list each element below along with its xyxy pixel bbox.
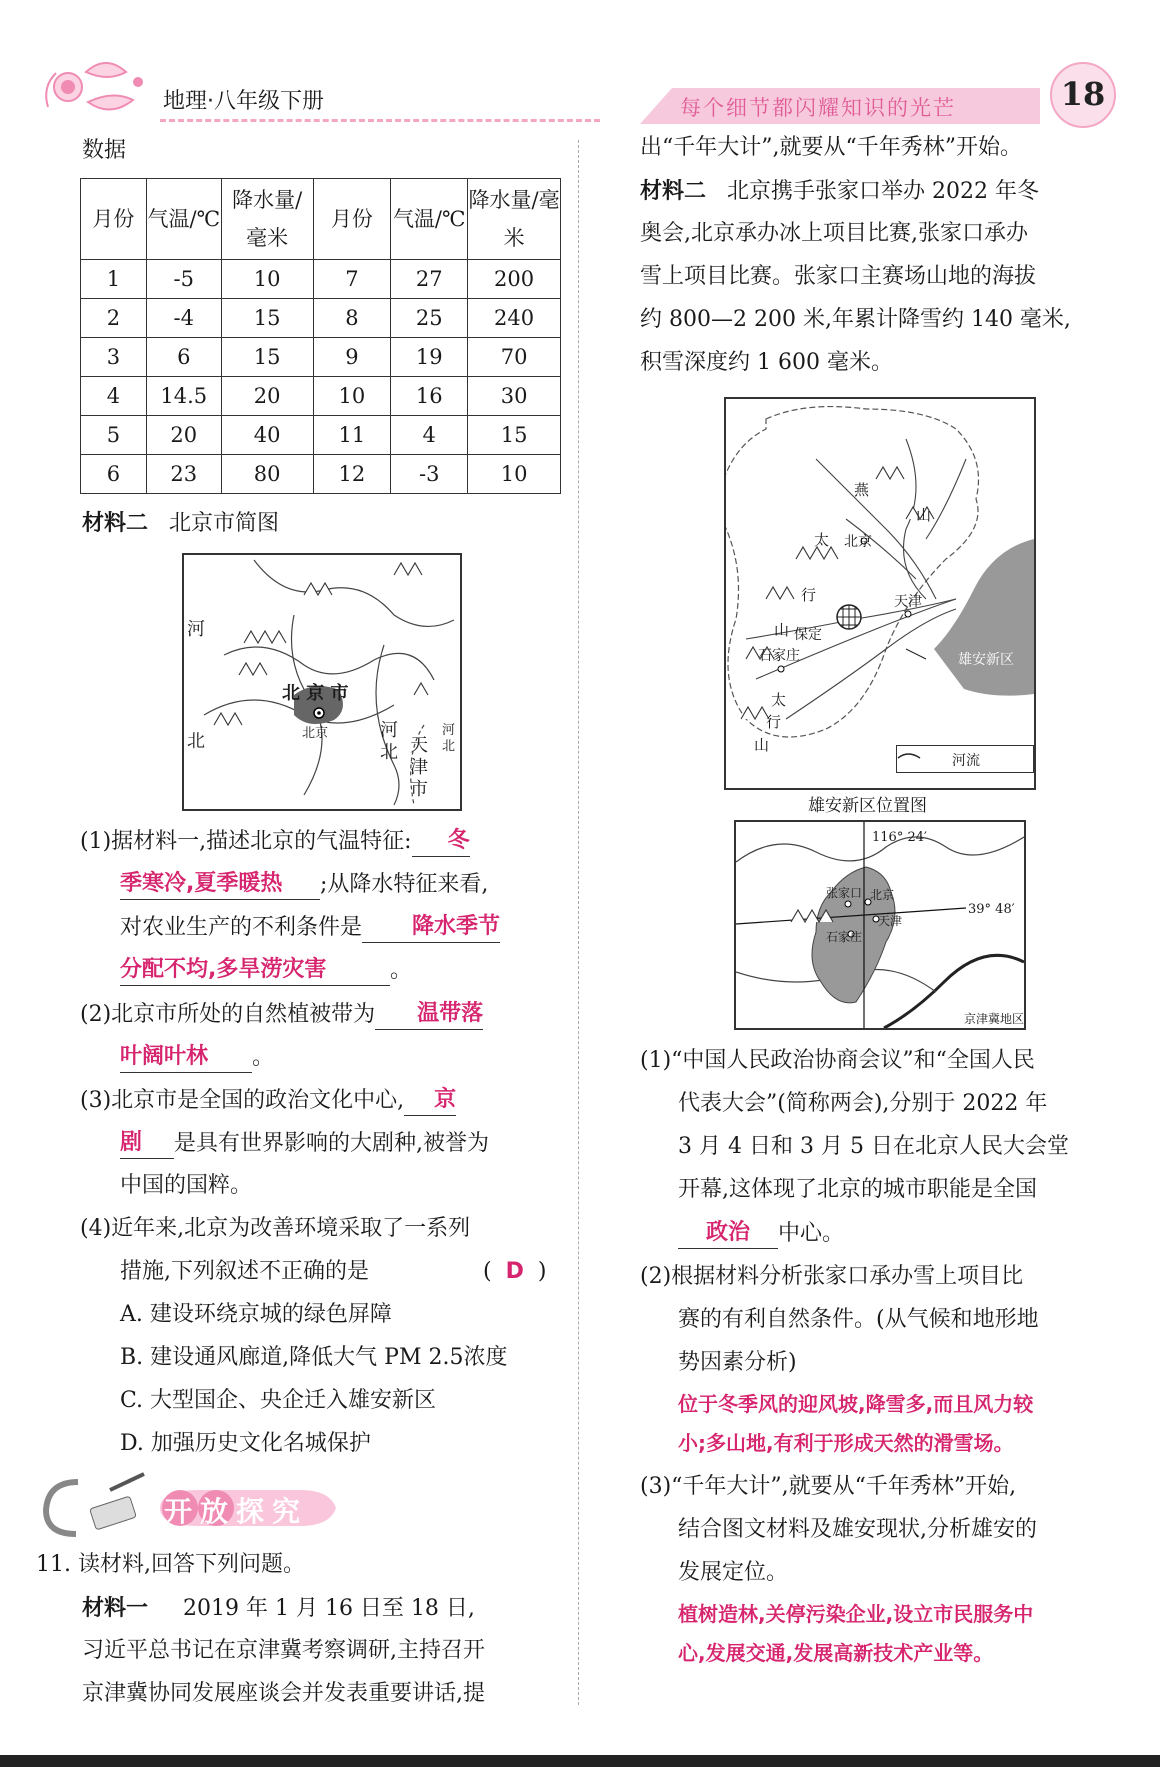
table-cell: 3 xyxy=(81,338,147,377)
map-label: 天津市 xyxy=(410,735,428,800)
q3-line1 xyxy=(80,1085,456,1116)
table-row xyxy=(81,416,561,455)
material2-text: 奥会,北京承办冰上项目比赛,张家口承办 xyxy=(640,221,1028,246)
table-cell: 4 xyxy=(81,377,147,416)
q1-text: 。 xyxy=(390,958,413,983)
q4-option-b[interactable]: B. 建设通风廊道,降低大气 PM 2.5浓度 xyxy=(120,1345,508,1370)
answer-blank[interactable] xyxy=(120,1042,252,1073)
map-label: 太 xyxy=(771,691,787,709)
table-row xyxy=(81,299,561,338)
r-q2-line1 xyxy=(640,1262,1023,1292)
q1-number: (1) xyxy=(80,829,112,854)
map-label: 河北 xyxy=(442,723,456,754)
r-q3-answer: 植树造林,关停污染企业,设立市民服务中 xyxy=(678,1602,1034,1626)
r-q2-text: 势因素分析) xyxy=(678,1350,797,1375)
table-cell: 10 xyxy=(313,377,391,416)
q1-line4 xyxy=(120,955,412,986)
section-title: 开放探究 xyxy=(164,1495,309,1528)
q2-text: 。 xyxy=(252,1045,275,1070)
data-label: 数据 xyxy=(82,138,127,163)
table-header: 降水量/毫米 xyxy=(221,179,313,260)
q1-answer-part: 分配不均,多旱涝灾害 xyxy=(120,957,327,982)
map-label: 河北 xyxy=(380,720,398,763)
map-label: 北京 xyxy=(870,888,895,902)
table-cell: 25 xyxy=(391,299,468,338)
table-cell: 10 xyxy=(221,260,313,299)
table-header: 降水量/毫米 xyxy=(468,179,561,260)
beijing-map xyxy=(182,553,462,811)
map-label: 保定 xyxy=(794,627,822,643)
r-q1-answer: 政治 xyxy=(705,1220,750,1245)
q1-text: 据材料一,描述北京的气温特征: xyxy=(111,829,412,854)
answer-blank[interactable] xyxy=(412,826,470,857)
table-header-row xyxy=(81,179,561,260)
table-cell: 70 xyxy=(468,338,561,377)
q1-text: 对农业生产的不利条件是 xyxy=(120,915,363,940)
r-q1-line5 xyxy=(678,1218,844,1249)
material1-line3: 京津冀协同发展座谈会并发表重要讲话,提 xyxy=(82,1681,485,1706)
table-cell: 5 xyxy=(81,416,147,455)
q2-line2 xyxy=(120,1042,274,1073)
material1-line1 xyxy=(82,1593,475,1624)
r-q3-line1 xyxy=(640,1472,1016,1502)
r-q3-number: (3) xyxy=(640,1474,672,1499)
map-label: 行 xyxy=(801,586,817,604)
map-label: 石家庄 xyxy=(758,648,800,664)
jingjinji-map xyxy=(734,820,1026,1030)
table-cell: 20 xyxy=(221,377,313,416)
table-cell: 200 xyxy=(468,260,561,299)
map-label: 行 xyxy=(766,713,782,731)
table-row xyxy=(81,338,561,377)
map-label: 北 xyxy=(187,731,205,752)
r-q3-text: 发展定位。 xyxy=(678,1560,789,1585)
map-label: 张家口 xyxy=(826,886,863,900)
answer-blank[interactable] xyxy=(120,869,320,900)
r-q3-text: “千年大计”,就要从“千年秀林”开始, xyxy=(671,1474,1017,1499)
table-cell: 12 xyxy=(313,455,391,494)
r-q2-number: (2) xyxy=(640,1264,672,1289)
table-cell: 240 xyxy=(468,299,561,338)
q4-text: 近年来,北京为改善环境采取了一系列 xyxy=(111,1216,471,1241)
table-cell: 40 xyxy=(221,416,313,455)
q2-number: (2) xyxy=(80,1002,112,1027)
r-q3-text: 结合图文材料及雄安现状,分析雄安的 xyxy=(678,1517,1037,1542)
answer-blank[interactable] xyxy=(120,955,390,986)
table-cell: 15 xyxy=(221,338,313,377)
material2-label: 材料二 xyxy=(82,510,149,536)
map-label: 燕 xyxy=(854,481,870,499)
q3-answer-part: 京 xyxy=(434,1087,457,1112)
q4-line2: 措施,下列叙述不正确的是 xyxy=(120,1259,369,1284)
table-cell: 15 xyxy=(468,416,561,455)
map-label: 雄安新区 xyxy=(958,652,1014,668)
table-cell: 10 xyxy=(468,455,561,494)
header-title: 地理·八年级下册 xyxy=(163,89,324,114)
answer-blank[interactable] xyxy=(120,1128,174,1159)
table-header: 月份 xyxy=(313,179,391,260)
pen-notebook-icon xyxy=(40,1470,150,1540)
answer-blank[interactable] xyxy=(404,1085,456,1116)
table-cell: 30 xyxy=(468,377,561,416)
q2-line1 xyxy=(80,999,483,1030)
table-cell: 11 xyxy=(313,416,391,455)
r-q2-text: 根据材料分析张家口承办雪上项目比 xyxy=(671,1264,1024,1289)
map-label: 山 xyxy=(774,621,790,639)
table-cell: 14.5 xyxy=(146,377,221,416)
map-label: 天津 xyxy=(894,594,922,610)
r-q1-text: 中心。 xyxy=(778,1221,845,1246)
q1-line2 xyxy=(120,869,488,900)
map-caption: 雄安新区位置图 xyxy=(808,796,927,816)
table-cell: 19 xyxy=(391,338,468,377)
r-q1-text: 3 月 4 日和 3 月 5 日在北京人民大会堂 xyxy=(678,1134,1069,1159)
q3-text: 北京市是全国的政治文化中心, xyxy=(111,1088,405,1113)
map-label: 石家庄 xyxy=(826,930,863,944)
section-badge xyxy=(152,1488,342,1528)
table-cell: 7 xyxy=(313,260,391,299)
map-label: 北 京 市 xyxy=(282,683,349,704)
material2-text: 约 800—2 200 米,年累计降雪约 140 毫米, xyxy=(640,307,1071,332)
q1-answer-part: 降水季节 xyxy=(412,914,501,939)
header-divider xyxy=(160,119,600,122)
q11-title: 11. 读材料,回答下列问题。 xyxy=(36,1552,305,1577)
q2-answer-part: 叶阔叶林 xyxy=(120,1044,209,1069)
material1-label: 材料一 xyxy=(82,1595,149,1621)
table-row xyxy=(81,455,561,494)
r-q1-line1 xyxy=(640,1046,1035,1076)
legend-label: 河流 xyxy=(952,753,980,769)
map-label: 北京 xyxy=(302,726,329,741)
r-q2-answer: 小;多山地,有利于形成天然的滑雪场。 xyxy=(678,1431,1014,1455)
q1-line1 xyxy=(80,826,470,857)
r-q3-answer: 心,发展交通,发展高新技术产业等。 xyxy=(678,1641,994,1665)
flower-decoration xyxy=(38,52,158,122)
r-q2-text: 赛的有利自然条件。(从气候和地形地 xyxy=(678,1307,1039,1332)
r-q1-text: 代表大会”(简称两会),分别于 2022 年 xyxy=(678,1091,1048,1116)
q3-number: (3) xyxy=(80,1088,112,1113)
material2-text: 雪上项目比赛。张家口主赛场山地的海拔 xyxy=(640,264,1037,289)
q1-line3 xyxy=(120,912,500,943)
material2-heading xyxy=(82,508,279,539)
table-cell: 20 xyxy=(146,416,221,455)
material2-text: 积雪深度约 1 600 毫米。 xyxy=(640,350,893,375)
q3-line2 xyxy=(120,1128,489,1159)
map-label: 河 xyxy=(187,619,205,640)
q4-option-d[interactable]: D. 加强历史文化名城保护 xyxy=(120,1431,371,1456)
r-q1-text: 开幕,这体现了北京的城市职能是全国 xyxy=(678,1177,1037,1202)
material2-text: 北京携手张家口举办 2022 年冬 xyxy=(727,179,1039,204)
header-slogan: 每个细节都闪耀知识的光芒 xyxy=(680,96,956,120)
table-cell: 8 xyxy=(313,299,391,338)
r-q2-answer: 位于冬季风的迎风坡,降雪多,而且风力较 xyxy=(678,1392,1034,1416)
map-legend xyxy=(896,745,1034,773)
q2-text: 北京市所处的自然植被带为 xyxy=(111,1002,376,1027)
answer-blank[interactable] xyxy=(375,999,483,1030)
table-cell: -4 xyxy=(146,299,221,338)
q4-option-c[interactable]: C. 大型国企、央企迁入雄安新区 xyxy=(120,1388,437,1413)
material2-label: 材料二 xyxy=(640,178,707,204)
climate-table xyxy=(80,178,561,494)
table-cell: 15 xyxy=(221,299,313,338)
table-cell: 23 xyxy=(146,455,221,494)
table-cell: -5 xyxy=(146,260,221,299)
table-header: 气温/℃ xyxy=(391,179,468,260)
table-cell: 2 xyxy=(81,299,147,338)
answer-blank[interactable] xyxy=(678,1218,778,1249)
table-cell: 80 xyxy=(221,455,313,494)
table-row xyxy=(81,377,561,416)
table-cell: -3 xyxy=(391,455,468,494)
map-label: 北京 xyxy=(844,534,872,550)
q2-answer-part: 温带落 xyxy=(417,1001,484,1026)
material2-title: 北京市简图 xyxy=(169,511,280,536)
material1-line2: 习近平总书记在京津冀考察调研,主持召开 xyxy=(82,1638,485,1663)
right-material2-line1 xyxy=(640,176,1039,207)
q3-answer-part: 剧 xyxy=(120,1130,143,1155)
map-label: 太 xyxy=(814,531,830,549)
bottom-bar xyxy=(0,1755,1160,1767)
map-label: 山 xyxy=(754,736,770,754)
table-cell: 4 xyxy=(391,416,468,455)
map-label: 京津冀地区 xyxy=(964,1012,1025,1026)
q3-line3: 中国的国粹。 xyxy=(120,1173,253,1198)
table-cell: 6 xyxy=(146,338,221,377)
q4-number: (4) xyxy=(80,1216,112,1241)
q1-answer-part: 季寒冷,夏季暖热 xyxy=(120,871,283,896)
longitude-label: 116° 24′ xyxy=(872,830,927,845)
table-cell: 16 xyxy=(391,377,468,416)
map-label: 山 xyxy=(916,506,932,524)
q3-text: 是具有世界影响的大剧种,被誉为 xyxy=(174,1131,489,1156)
answer-blank[interactable] xyxy=(362,912,500,943)
q4-answer-bracket: ( D ) xyxy=(483,1259,547,1284)
xiongan-map xyxy=(724,397,1036,790)
table-cell: 27 xyxy=(391,260,468,299)
q1-answer-part: 冬 xyxy=(447,828,470,853)
r-q1-text: “中国人民政治协商会议”和“全国人民 xyxy=(671,1048,1035,1073)
latitude-label: 39° 48′ xyxy=(968,902,1015,917)
table-row xyxy=(81,260,561,299)
table-header: 气温/℃ xyxy=(146,179,221,260)
map-label: 天津 xyxy=(878,914,903,928)
q4-line1 xyxy=(80,1214,470,1244)
table-cell: 6 xyxy=(81,455,147,494)
r-q1-number: (1) xyxy=(640,1048,672,1073)
material1-text: 2019 年 1 月 16 日至 18 日, xyxy=(182,1596,475,1621)
right-line1: 出“千年大计”,就要从“千年秀林”开始。 xyxy=(640,135,1022,160)
q4-option-a[interactable]: A. 建设环绕京城的绿色屏障 xyxy=(120,1302,392,1327)
table-cell: 1 xyxy=(81,260,147,299)
table-cell: 9 xyxy=(313,338,391,377)
column-divider xyxy=(578,140,579,1705)
q4-answer: D xyxy=(505,1259,524,1284)
q1-text: ;从降水特征来看, xyxy=(320,872,489,897)
page-number: 18 xyxy=(1050,62,1116,128)
table-header: 月份 xyxy=(81,179,147,260)
